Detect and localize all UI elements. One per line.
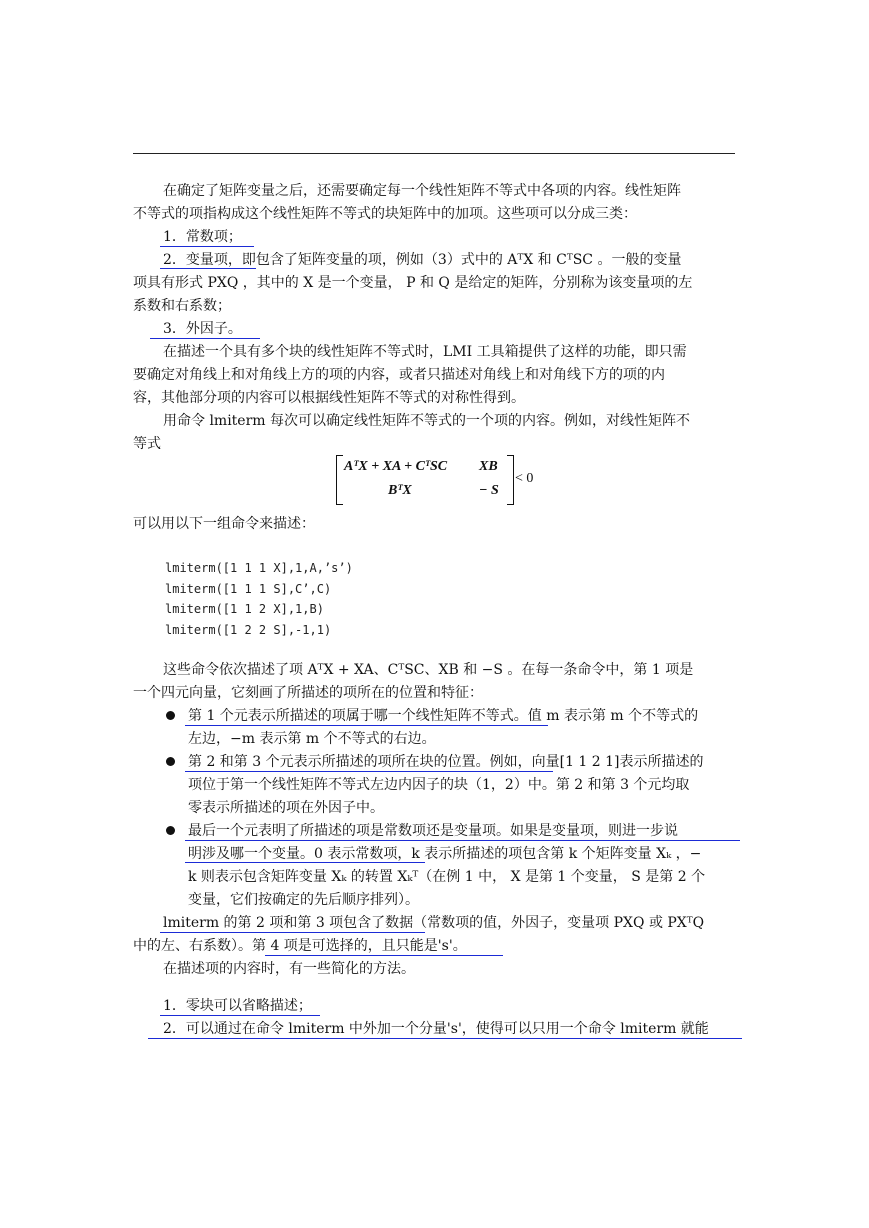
bullet-text: 第 2 和第 3 个元表示所描述的项所在块的位置。例如，向量[1 1 2 1]表示所描述的 [188, 754, 704, 770]
bullet-text: 零表示所描述的项在外因子中。 [188, 800, 384, 816]
bullet-text: 项位于第一个线性矩阵不等式左边内因子的块（1，2）中。第 2 和第 3 个元均取 [188, 777, 690, 793]
bullet-text: k 则表示包含矩阵变量 Xₖ 的转置 Xₖᵀ（在例 1 中， X 是第 1 个变量， S 是第 2 个 [188, 869, 706, 885]
annotation-underline [148, 1038, 742, 1039]
paragraph-line: 中的左、右系数）。第 4 项是可选择的，且只能是's'。 [133, 938, 467, 954]
list-item-zero-block: 1．零块可以省略描述； [163, 998, 312, 1014]
paragraph-line: 这些命令依次描述了项 AᵀX + XA、CᵀSC、XB 和 −S 。在每一条命令中，第 1 项是 [163, 662, 694, 678]
code-line: lmiterm([1 1 1 S],C’,C) [165, 582, 332, 596]
bullet-icon [166, 711, 175, 720]
paragraph-line: 可以用以下一组命令来描述： [133, 516, 315, 532]
paragraph-line: 一个四元向量，它刻画了所描述的项所在的位置和特征： [133, 685, 483, 701]
matrix-cell-22: − S [479, 483, 499, 498]
bullet-text: 明涉及哪一个变量。0 表示常数项，k 表示所描述的项包含第 k 个矩阵变量 Xₖ ，− [188, 846, 702, 862]
code-line: lmiterm([1 1 2 X],1,B) [165, 602, 324, 616]
bullet-text: 左边，−m 表示第 m 个不等式的右边。 [188, 731, 436, 747]
annotation-underline [185, 840, 740, 841]
annotation-underline [185, 725, 548, 726]
bullet-text: 变量，它们按确定的先后顺序排列）。 [188, 892, 419, 908]
annotation-underline [150, 338, 260, 339]
left-bracket [336, 455, 343, 505]
paragraph-line: lmiterm 的第 2 项和第 3 项包含了数据（常数项的值，外因子，变量项 PXQ 或 PXᵀQ [163, 915, 705, 931]
annotation-underline [160, 1015, 320, 1016]
matrix-cell-21: BᵀX [388, 483, 412, 498]
header-rule [133, 153, 735, 154]
paragraph-line: 系数和右系数； [133, 298, 231, 314]
matrix-cell-12: XB [479, 459, 498, 474]
paragraph-line: 要确定对角线上和对角线上方的项的内容，或者只描述对角线上和对角线下方的项的内 [133, 367, 665, 383]
paragraph-line: 不等式的项指构成这个线性矩阵不等式的块矩阵中的加项。这些项可以分成三类： [133, 206, 637, 222]
bullet-text: 第 1 个元表示所描述的项属于哪一个线性矩阵不等式。值 m 表示第 m 个不等式的 [188, 708, 699, 724]
annotation-underline [185, 771, 553, 772]
paragraph-line: 在描述一个具有多个块的线性矩阵不等式时，LMI 工具箱提供了这样的功能，即只需 [163, 344, 687, 360]
list-item-symmetric: 2．可以通过在命令 lmiterm 中外加一个分量's'，使得可以只用一个命令 lmiterm 就能 [163, 1021, 709, 1037]
code-line: lmiterm([1 2 2 S],-1,1) [165, 623, 332, 637]
annotation-underline [265, 955, 503, 956]
list-item-constant: 1．常数项； [163, 229, 242, 245]
bullet-text: 最后一个元表明了所描述的项是常数项还是变量项。如果是变量项，则进一步说 [188, 823, 678, 839]
annotation-underline [160, 268, 256, 269]
annotation-underline [185, 862, 425, 863]
list-item-outer-factor: 3．外因子。 [163, 321, 242, 337]
bullet-icon [166, 826, 175, 835]
paragraph-line: 用命令 lmiterm 每次可以确定线性矩阵不等式的一个项的内容。例如，对线性矩阵不 [163, 413, 691, 429]
inequality-rhs: < 0 [515, 471, 534, 486]
annotation-underline [160, 246, 254, 247]
bullet-icon [166, 757, 175, 766]
paragraph-line: 在确定了矩阵变量之后，还需要确定每一个线性矩阵不等式中各项的内容。线性矩阵 [163, 183, 681, 199]
paragraph-line: 等式 [133, 436, 161, 452]
list-item-variable: 2．变量项，即包含了矩阵变量的项，例如（3）式中的 AᵀX 和 CᵀSC 。一般的变量 [163, 252, 682, 268]
right-bracket [507, 455, 514, 505]
paragraph-line: 项具有形式 PXQ ，其中的 X 是一个变量， P 和 Q 是给定的矩阵，分别称为该变量项的左 [133, 275, 693, 291]
matrix-inequality [336, 455, 534, 505]
matrix-cell-11: AᵀX + XA + CᵀSC [344, 459, 448, 474]
paragraph-line: 容，其他部分项的内容可以根据线性矩阵不等式的对称性得到。 [133, 390, 525, 406]
code-line: lmiterm([1 1 1 X],1,A,’s’) [165, 561, 353, 575]
paragraph-line: 在描述项的内容时，有一些简化的方法。 [163, 961, 415, 977]
annotation-underline [160, 932, 425, 933]
